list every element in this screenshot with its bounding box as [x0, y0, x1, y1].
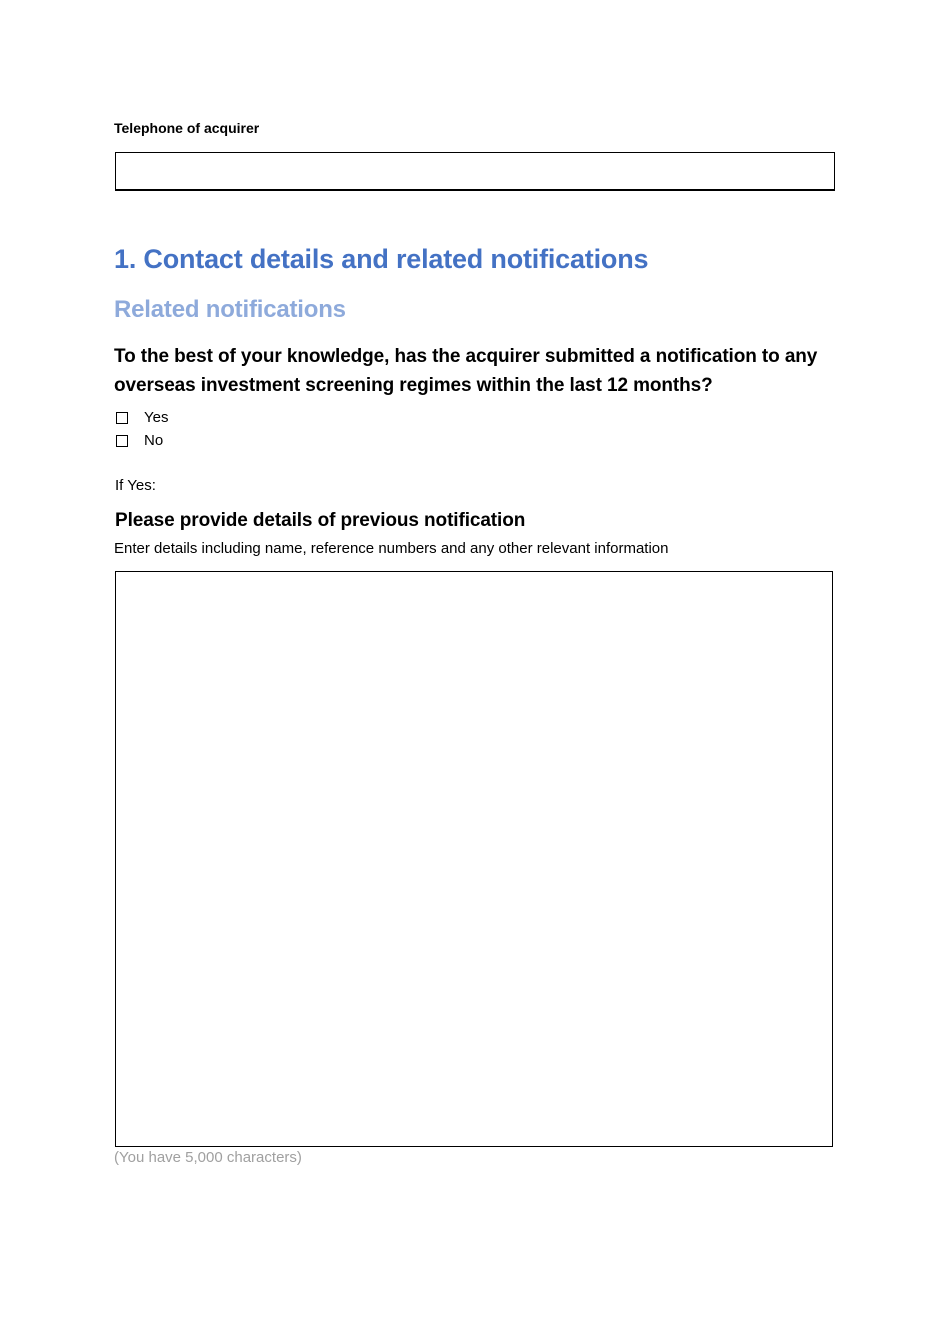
telephone-label: Telephone of acquirer — [114, 120, 260, 136]
checkbox-yes[interactable] — [116, 412, 128, 424]
option-no[interactable] — [116, 432, 163, 449]
section-subtitle: Related notifications — [114, 296, 346, 323]
conditional-label: If Yes: — [115, 477, 156, 494]
telephone-input[interactable] — [115, 152, 835, 191]
character-counter: (You have 5,000 characters) — [114, 1149, 302, 1166]
details-title: Please provide details of previous notification — [115, 510, 526, 531]
section-title: 1. Contact details and related notifications — [114, 244, 649, 274]
option-yes[interactable] — [116, 409, 168, 426]
details-textarea[interactable] — [115, 571, 833, 1147]
checkbox-no[interactable] — [116, 435, 128, 447]
details-hint: Enter details including name, reference numbers and any other relevant information — [114, 540, 669, 557]
question-text: To the best of your knowledge, has the acquirer submitted a notification to any overseas investment screening regimes within the last 12 months? — [114, 346, 818, 396]
option-yes-label: Yes — [144, 409, 169, 426]
option-no-label: No — [144, 432, 164, 449]
